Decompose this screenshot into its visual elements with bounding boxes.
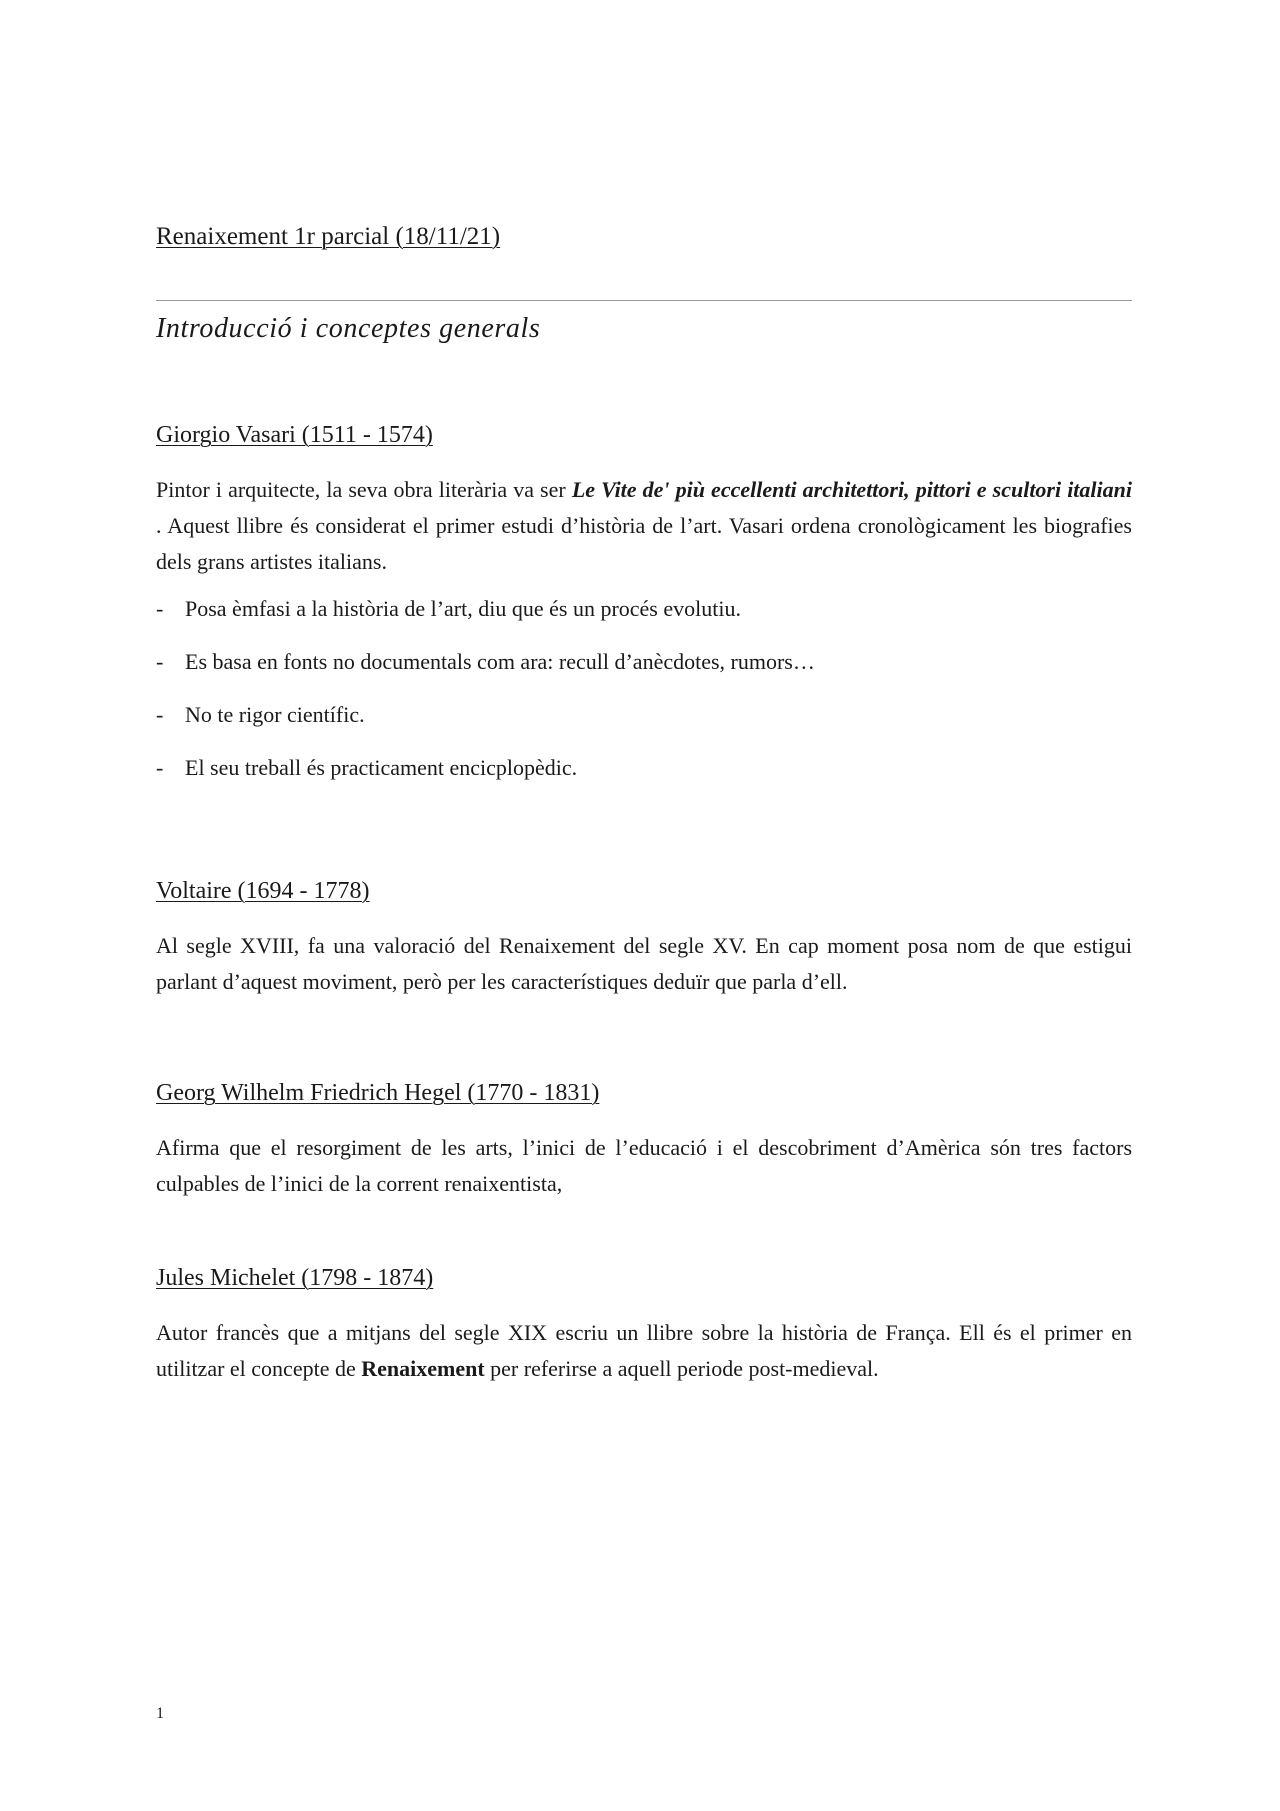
list-item [156, 594, 1132, 624]
michelet-heading: Jules Michelet (1798 - 1874) [156, 1265, 434, 1291]
section-voltaire [156, 876, 1132, 1000]
section-hegel [156, 1078, 1132, 1202]
section-vasari [156, 420, 1132, 806]
vasari-heading: Giorgio Vasari (1511 - 1574) [156, 422, 433, 448]
page-number: 1 [156, 1705, 164, 1722]
list-item-text: Posa èmfasi a la història de l’art, diu que és un procés evolutiu. [185, 596, 741, 621]
dash-icon: - [156, 755, 164, 780]
michelet-paragraph-intro: Autor francès que a mitjans del segle XIX escriu un llibre sobre la història de França. Ell és el primer en utilitzar el concepte de [156, 1320, 1132, 1381]
vasari-paragraph-rest: . Aquest llibre és considerat el primer estudi d’història de l’art. Vasari ordena cronològicament les biografies dels grans artistes italians. [156, 513, 1132, 574]
michelet-paragraph-rest: per referirse a aquell periode post-medieval. [484, 1356, 879, 1381]
vasari-bullet-list [156, 594, 1132, 783]
document-page [156, 0, 1132, 1811]
dash-icon: - [156, 702, 164, 727]
hegel-paragraph: Afirma que el resorgiment de les arts, l’inici de l’educació i el descobriment d’Amèrica són tres factors culpables de l’inici de la corrent renaixentista, [156, 1135, 1132, 1196]
list-item-text: El seu treball és practicament encicplopèdic. [185, 755, 578, 780]
list-item [156, 647, 1132, 677]
list-item [156, 700, 1132, 730]
vasari-work-title: Le Vite de' più eccellenti architettori, pittori e scultori italiani [571, 477, 1132, 502]
section-heading: Introducció i conceptes generals [156, 313, 541, 344]
horizontal-rule [156, 300, 1132, 301]
list-item-text: Es basa en fonts no documentals com ara: recull d’anècdotes, rumors… [185, 649, 815, 674]
document-title: Renaixement 1r parcial (18/11/21) [156, 223, 501, 250]
list-item [156, 753, 1132, 783]
voltaire-paragraph: Al segle XVIII, fa una valoració del Renaixement del segle XV. En cap moment posa nom de que estigui parlant d’aquest moviment, però per les característiques deduïr que parla d’ell. [156, 933, 1132, 994]
section-michelet [156, 1263, 1132, 1387]
voltaire-heading: Voltaire (1694 - 1778) [156, 878, 370, 904]
hegel-heading: Georg Wilhelm Friedrich Hegel (1770 - 1831) [156, 1080, 600, 1106]
dash-icon: - [156, 649, 164, 674]
dash-icon: - [156, 596, 164, 621]
list-item-text: No te rigor científic. [185, 702, 365, 727]
michelet-key-term: Renaixement [361, 1356, 485, 1381]
vasari-paragraph-intro: Pintor i arquitecte, la seva obra literària va ser [156, 477, 572, 502]
vasari-paragraph [156, 472, 1132, 580]
michelet-paragraph [156, 1315, 1132, 1387]
